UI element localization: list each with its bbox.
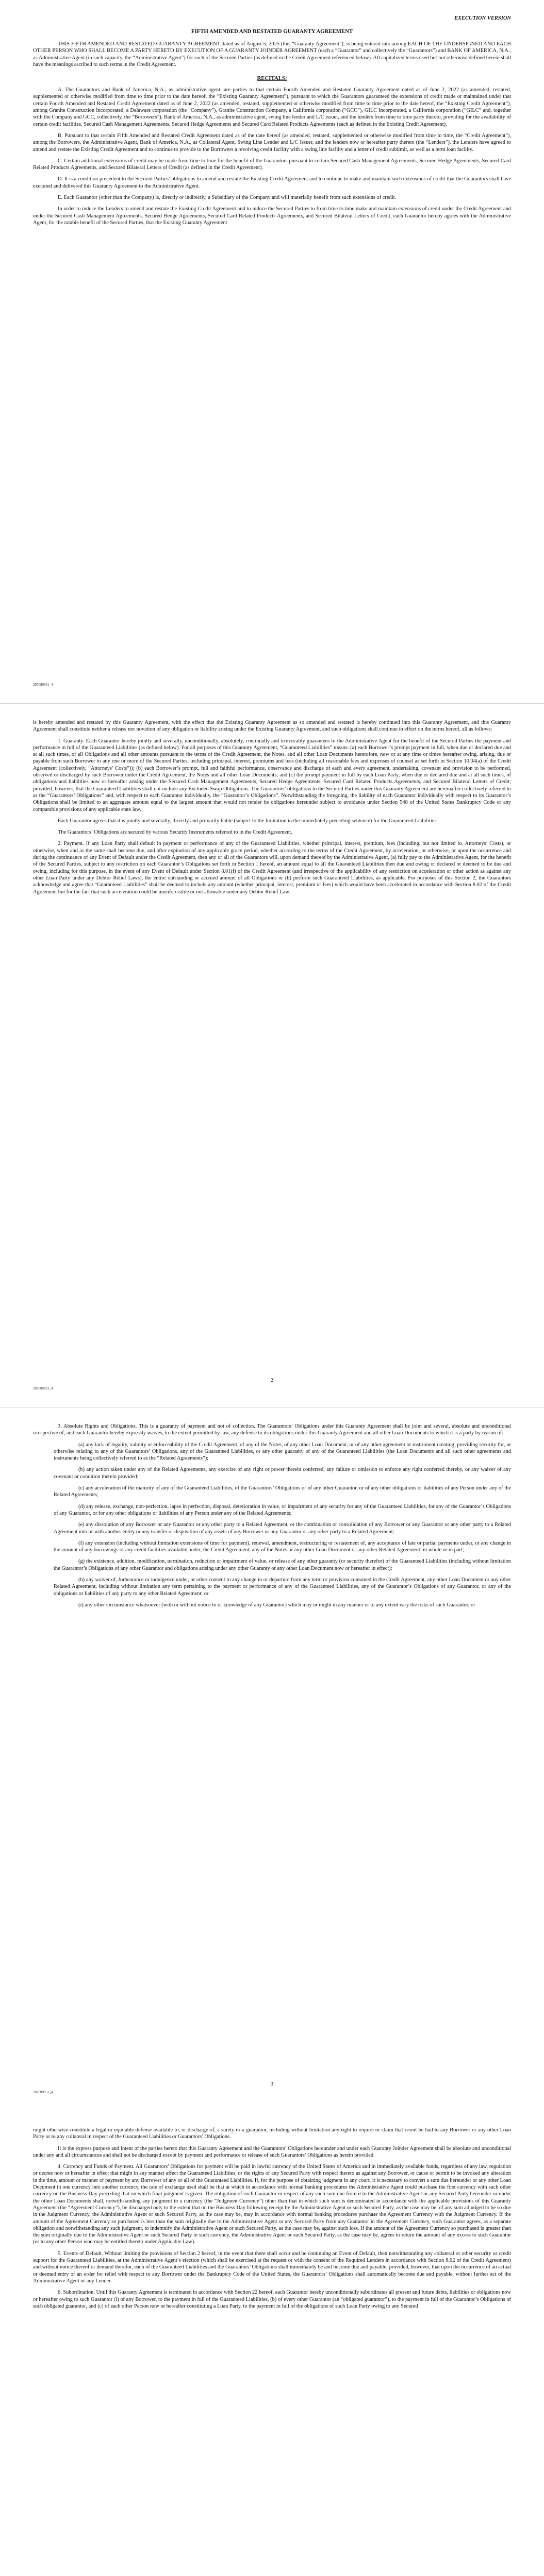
clause-3h: (h) any waiver of, forbearance or indulgence under, or other consent to any change in or departure from any term or provision contained in the Credit Agreement, any other Loan Document or any other Related Agreement, including without limitation any term pertaining to the payment or performance of any of the Guaranteed Liabilities, any of the Guarantor’s Obligations of any Guarantor, or any of the obligations or liabilities of any party to any other Related Agreement; or (54, 1577, 511, 1597)
page-number: 2 (270, 1378, 274, 1383)
section-1-security: The Guarantors’ Obligations are secured by various Security Instruments referred to in the Credit Agreement. (58, 829, 292, 836)
page-3 (0, 1408, 544, 2111)
footer-doc-id: 207089851_4 (33, 683, 53, 687)
section-1-joint-liability: Each Guarantor agrees that it is jointly and severally, directly and primarily liable (subject to the limitation in the immediately preceding sentence) for the Guaranteed Liabilities. (58, 818, 438, 824)
clause-3i: (i) any other circumstance whatsoever (with or without notice to or knowledge of any Guarantor) which may or might in any manner or to any extent vary the risks of such Guarantor, or (78, 1602, 475, 1608)
recital-c: C. Certain additional extensions of credit may be made from time to time for the benefit of the Guarantors pursuant to certain Secured Cash Management Agreements, Secured Hedge Agreements, Secured Card Related Products Agreements, and Secured Bilateral Letters of Credit (as defined in the Credit Agreement). (33, 158, 511, 171)
clause-3g: (g) the existence, addition, modification, termination, reduction or impairment of value, or release of any other guaranty (or security therefor) of the Guaranteed Liabilities (including without limitation the Guarantor’s Obligations of any other Guarantor and obligations arising under any other Guaranty or any other Loan Document now or hereafter in effect); (54, 1558, 511, 1571)
section-1-guaranty: 1. Guaranty. Each Guarantor hereby jointly and severally, unconditionally, absolutely, continually and irrevocably guarantees to the Administrative Agent for the benefit of the Secured Parties the payment and performance in full of the Guaranteed Liabilities (as defined below). For all purposes of this Guaranty Agreement, “Guaranteed Liabilities” means: (a) each Borrower’s prompt payment in full, when due or declared due and at all such times, of all Obligations and all other amounts pursuant to the terms of the Credit Agreement, the Notes, and all other Loan Documents heretofore, now or at any time or times hereafter owing, arising, due or payable from such Borrower to any one or more of the Secured Parties, including principal, interest, premiums and fees (including all reasonable fees and expenses of counsel as set forth in Section 10.04(a) of the Credit Agreement (collectively, “Attorneys’ Costs”)); (b) each Borrower’s prompt, full and faithful performance, observance and discharge of each and every agreement, undertaking, covenant and provision to be performed, observed or discharged by such Borrower under the Credit Agreement, the Notes and all other Loan Documents; and (c) the prompt payment in full by each Loan Party, when due or declared due and at all such times, of obligations and liabilities now or hereafter arising under the Secured Cash Management Agreements, Secured Hedge Agreements, Secured Card Related Products Agreements, and Secured Bilateral Letters of Credit; provided, however, that the Guaranteed Liabilities shall not include any Excluded Swap Obligations. The Guarantors’ obligations to the Secured Parties under this Guaranty Agreement are hereinafter collectively referred to as the “Guarantors’ Obligations” and, with respect to each Guarantor individually, the “Guarantor’s Obligations”. Notwithstanding the foregoing, the liability of each Guarantor individually with respect to its Guarantor’s Obligations shall be limited to an aggregate amount equal to the largest amount that would not render its obligations hereunder subject to avoidance under Section 548 of the United States Bankruptcy Code or any comparable provisions of any applicable state law. (33, 738, 511, 812)
page-number: 3 (270, 2081, 274, 2087)
clause-3d: (d) any release, exchange, non-perfection, lapse in perfection, disposal, deterioration in value, or impairment of any security for any of the Guaranteed Liabilities, for any of the Guarantor’s Obligations of any Guarantor, or for any other obligations or liabilities of any Person under any of the Related Agreements; (54, 1503, 511, 1516)
recitals-heading: RECITALS: (257, 75, 287, 82)
clause-3f: (f) any extension (including without limitation extensions of time for payment), renewal, amendment, restructuring or restatement of, any acceptance of late or partial payments under, or any change in the amount of any borrowings or any credit facilities available under, the Credit Agreement, any of the Notes or any other Loan Document or any other Related Agreement, in whole or in part; (54, 1540, 511, 1553)
document-title: FIFTH AMENDED AND RESTATED GUARANTY AGREEMENT (191, 28, 353, 35)
page-1 (0, 0, 544, 703)
purpose-paragraph: It is the express purpose and intent of the parties hereto that this Guaranty Agreement and the Guarantors’ Obligations hereunder and under each Guaranty Joinder Agreement shall be absolute and unconditional under any and all circumstances and shall not be discharged except by payment and performance or release of such Guarantors’ Obligations as herein provided. (33, 2145, 511, 2158)
execution-version-label: EXECUTION VERSION (454, 15, 511, 21)
clause-3b: (b) any action taken under any of the Related Agreements, any exercise of any right or power therein conferred, any failure or omission to enforce any right conferred thereby, or any waiver of any covenant or condition therein provided; (54, 1467, 511, 1480)
clause-3c: (c) any acceleration of the maturity of any of the Guaranteed Liabilities, of the Guarantors’ Obligations or of any other Guarantor, or of any other obligations or liabilities of any Person under any of the Related Agreements; (54, 1485, 511, 1498)
section-6-subordination: 6. Subordination. Until this Guaranty Agreement is terminated in accordance with Section 22 hereof, each Guarantor hereby unconditionally subordinates all present and future debts, liabilities or obligations now or hereafter owing to such Guarantor (i) of any Borrower, to the payment in full of the Guaranteed Liabilities, (b) of every other Guarantor (an “obligated guarantor”), to the payment in full of the Guarantor’s Obligations of such obligated guarantor, and (c) of each other Person now or hereafter constituting a Loan Party, to the payment in full of the obligations of such Loan Party owing to any Secured (33, 2290, 511, 2309)
section-5-events-of-default: 5. Events of Default. Without limiting the provisions of Section 2 hereof, in the event that there shall occur and be continuing an Event of Default, then notwithstanding any collateral or other security or credit support for the Guaranteed Liabilities, at the Administrative Agent’s election (which shall be exercised at the request or with the consent of the Required Lenders in accordance with Section 8.02 of the Credit Agreement) and without notice thereof or demand therefor, each of the Guaranteed Liabilities and the Guarantors’ Obligations shall immediately be and become due and payable; provided, however, that upon the occurrence of an actual or deemed entry of an order for relief with respect to any Borrower under the Bankruptcy Code of the United States, the Guarantors’ Obligations shall automatically become due and payable, without further act of the Administrative Agent or any Lender. (33, 2250, 511, 2284)
recital-e: E. Each Guarantor (other than the Company) is, directly or indirectly, a Subsidiary of the Company and will materially benefit from such extensions of credit. (58, 195, 397, 201)
recital-a: A. The Guarantors and Bank of America, N.A., as administrative agent, are parties to that certain Fourth Amended and Restated Guaranty Agreement dated as of June 2, 2022 (as amended, restated, supplemented or otherwise modified from time to time prior to the date hereof, the “Existing Guaranty Agreement”), pursuant to which the Guarantors guaranteed the extensions of credit made or maintained under that certain Fourth Amended and Restated Credit Agreement dated as of June 2, 2022 (as amended, restated, supplemented or otherwise modified from time to time prior to the date hereof, the “Existing Credit Agreement”), among Granite Construction Incorporated, a Delaware corporation (the “Company”), Granite Construction Company, a California corporation (“GCC”), GILC Incorporated, a California corporation (“GILC” and, together with the Company and GCC, collectively, the “Borrowers”), Bank of America, N.A., as administrative agent, swing line lender and L/C issuer, and the lenders from time to time party thereto, providing for the availability of certain credit facilities, Secured Cash Management Agreements, Secured Hedge Agreements and Secured Card Related Products Agreements (each as defined in the Existing Credit Agreement). (33, 87, 511, 127)
page-2 (0, 704, 544, 1407)
continuation-paragraph: is hereby amended and restated by this Guaranty Agreement, with the effect that the Existing Guaranty Agreement as so amended and restated is hereby continued into this Guaranty Agreement, and this Guaranty Agreement shall constitute neither a release nor novation of any obligation or liability arising under the Existing Guaranty Agreement, and such obligations shall continue in effect on the terms hereof, all as follows: (33, 720, 511, 733)
clause-3e: (e) any dissolution of any Borrower or any Guarantor or any other party to a Related Agreement, or the combination or consolidation of any Borrower or any Guarantor or any other party to a Related Agreement into or with another entity or any transfer or disposition of any assets of any Borrower or any Guarantor or any other party to a Related Agreement; (54, 1522, 511, 1535)
recital-d: D. It is a condition precedent to the Secured Parties’ obligations to amend and restate the Existing Credit Agreement and to continue to make and maintain such extensions of credit that the Guarantors shall have executed and delivered this Guaranty Agreement to the Administrative Agent. (33, 176, 511, 189)
footer-doc-id: 207089851_4 (33, 1386, 53, 1391)
intro-paragraph: THIS FIFTH AMENDED AND RESTATED GUARANTY AGREEMENT dated as of August 5, 2025 (this “Guaranty Agreement”), is being entered into among EACH OF THE UNDERSIGNED AND EACH OTHER PERSON WHO SHALL BECOME A PARTY HERETO BY EXECUTION OF A GUARANTY JOINDER AGREEMENT (each a “Guarantor” and collectively the “Guarantors”) and BANK OF AMERICA, N.A., as Administrative Agent (in such capacity, the “Administrative Agent”) for each of the Secured Parties (as defined in the Credit Agreement referenced below). All capitalized terms used but not otherwise defined herein shall have the meanings ascribed to such terms in the Credit Agreement. (33, 41, 511, 67)
recital-b: B. Pursuant to that certain Fifth Amended and Restated Credit Agreement dated as of the date hereof (as amended, restated, supplemented or otherwise modified from time to time, the “Credit Agreement”), among the Borrowers, the Administrative Agent, Bank of America, N.A., as Collateral Agent, Swing Line Lender and L/C Issuer, and the lenders now or hereafter party thereto (the “Lenders”), the Lenders have agreed to amend and restate the Existing Credit Agreement and to continue to provide to the Borrowers a revolving credit facility with a swing line facility and a letter of credit sublimit, as well as a term loan facility. (33, 132, 511, 152)
clause-3a: (a) any lack of legality, validity or enforceability of the Credit Agreement, of any of the Notes, of any other Loan Document, or of any other agreement or instrument creating, providing security for, or otherwise relating to any of the Guarantors’ Obligations, any of the Guaranteed Liabilities, or any other guaranty of any of the Guaranteed Liabilities (the Loan Documents and all such other agreements and instruments being collectively referred to as the “Related Agreements”); (54, 1442, 511, 1462)
continuation-paragraph: might otherwise constitute a legal or equitable defense available to, or discharge of, a surety or a guarantor, including without limitation any right to require or claim that resort be had to any Borrower or any other Loan Party or to any collateral in respect of the Guaranteed Liabilities or Guarantors’ Obligations. (33, 2127, 511, 2140)
page-4 (0, 2111, 544, 2576)
footer-doc-id: 207089851_4 (33, 2090, 53, 2094)
recital-inducement: In order to induce the Lenders to amend and restate the Existing Credit Agreement and to induce the Secured Parties to from time to time make and maintain extensions of credit under the Credit Agreement and under the Secured Cash Management Agreements, Secured Hedge Agreements, Secured Card Related Products Agreements, and Secured Bilateral Letters of Credit, each Guarantor hereby agrees with the Administrative Agent, for the ratable benefit of the Secured Parties, that the Existing Guaranty Agreement (33, 206, 511, 226)
section-4-currency: 4. Currency and Funds of Payment. All Guarantors’ Obligations for payment will be paid in lawful currency of the United States of America and in immediately available funds, regardless of any law, regulation or decree now or hereafter in effect that might in any manner affect the Guaranteed Liabilities, or the rights of any Secured Party with respect thereto as against any Borrower, or cause or permit to be invoked any alteration in the time, amount or manner of payment by any Borrower of any or all of the Guaranteed Liabilities. If, for the purpose of obtaining judgment in any court, it is necessary to convert a sum due hereunder or any other Loan Document in one currency into another currency, the rate of exchange used shall be that at which in accordance with normal banking procedures the Administrative Agent could purchase the first currency with such other currency on the Business Day preceding that on which final judgment is given. The obligation of each Guarantor in respect of any such sum due from it to the Administrative Agent or any Secured Party hereunder or under the other Loan Documents shall, notwithstanding any judgment in a currency (the “Judgment Currency”) other than that in which such sum is denominated in accordance with the applicable provisions of this Guaranty Agreement (the “Agreement Currency”), be discharged only to the extent that on the Business Day following receipt by the Administrative Agent or such Secured Party, as the case may be, of any sum adjudged to be so due in the Judgment Currency, the Administrative Agent or such Secured Party, as the case may be, may in accordance with normal banking procedures purchase the Agreement Currency with the Judgment Currency. If the amount of the Agreement Currency so purchased is less than the sum originally due to the Administrative Agent or any Secured Party from any Guarantor in the Agreement Currency, such Guarantor agrees, as a separate obligation and notwithstanding any such judgment, to indemnify the Administrative Agent or such Secured Party, as the case may be, against such loss. If the amount of the Agreement Currency so purchased is greater than the sum originally due to the Administrative Agent or such Secured Party in such currency, the Administrative Agent or such Secured Party, as the case may be, agrees to return the amount of any excess to such Guarantor (or to any other Person who may be entitled thereto under Applicable Law). (33, 2164, 511, 2245)
section-2-payment: 2. Payment. If any Loan Party shall default in payment or performance of any of the Guaranteed Liabilities, whether principal, interest, premium, fees (including, but not limited to, Attorneys’ Costs), or otherwise, when and as the same shall become due, and after expiration of any applicable grace period, whether according to the terms of the Credit Agreement, by acceleration, or otherwise, or upon the occurrence and during the continuance of any Event of Default under the Credit Agreement, then any or all of the Guarantors will, upon demand thereof by the Administrative Agent, (a) fully pay to the Administrative Agent, for the benefit of the Secured Parties, subject to any restriction on each Guarantor’s Obligations set forth in Section 1 hereof, an amount equal to all the Guaranteed Liabilities then due and owing or declared or deemed to be due and owing, including for this purpose, in the event of any Event of Default under Section 8.01(f) of the Credit Agreement (and irrespective of the applicability of any restriction on acceleration or other action as against any other Loan Party under any Debtor Relief Laws), the entire outstanding or accrued amount of all Obligations or (b) perform such Guaranteed Liabilities, as applicable. For purposes of this Section 2, the Guarantors acknowledge and agree that “Guaranteed Liabilities” shall be deemed to include any amount (whether principal, interest, premium or fees) which would have been accelerated in accordance with Section 8.02 of the Credit Agreement but for the fact that such acceleration could be unenforceable or not allowable under any Debtor Relief Law. (33, 841, 511, 895)
section-3-absolute-rights: 3. Absolute Rights and Obligations. This is a guaranty of payment and not of collection. The Guarantors’ Obligations under this Guaranty Agreement shall be joint and several, absolute and unconditional irrespective of, and each Guarantor hereby expressly waives, to the extent permitted by law, any defense to its obligations under this Guaranty Agreement and all other Loan Documents to which it is a party by reason of: (33, 1423, 511, 1436)
